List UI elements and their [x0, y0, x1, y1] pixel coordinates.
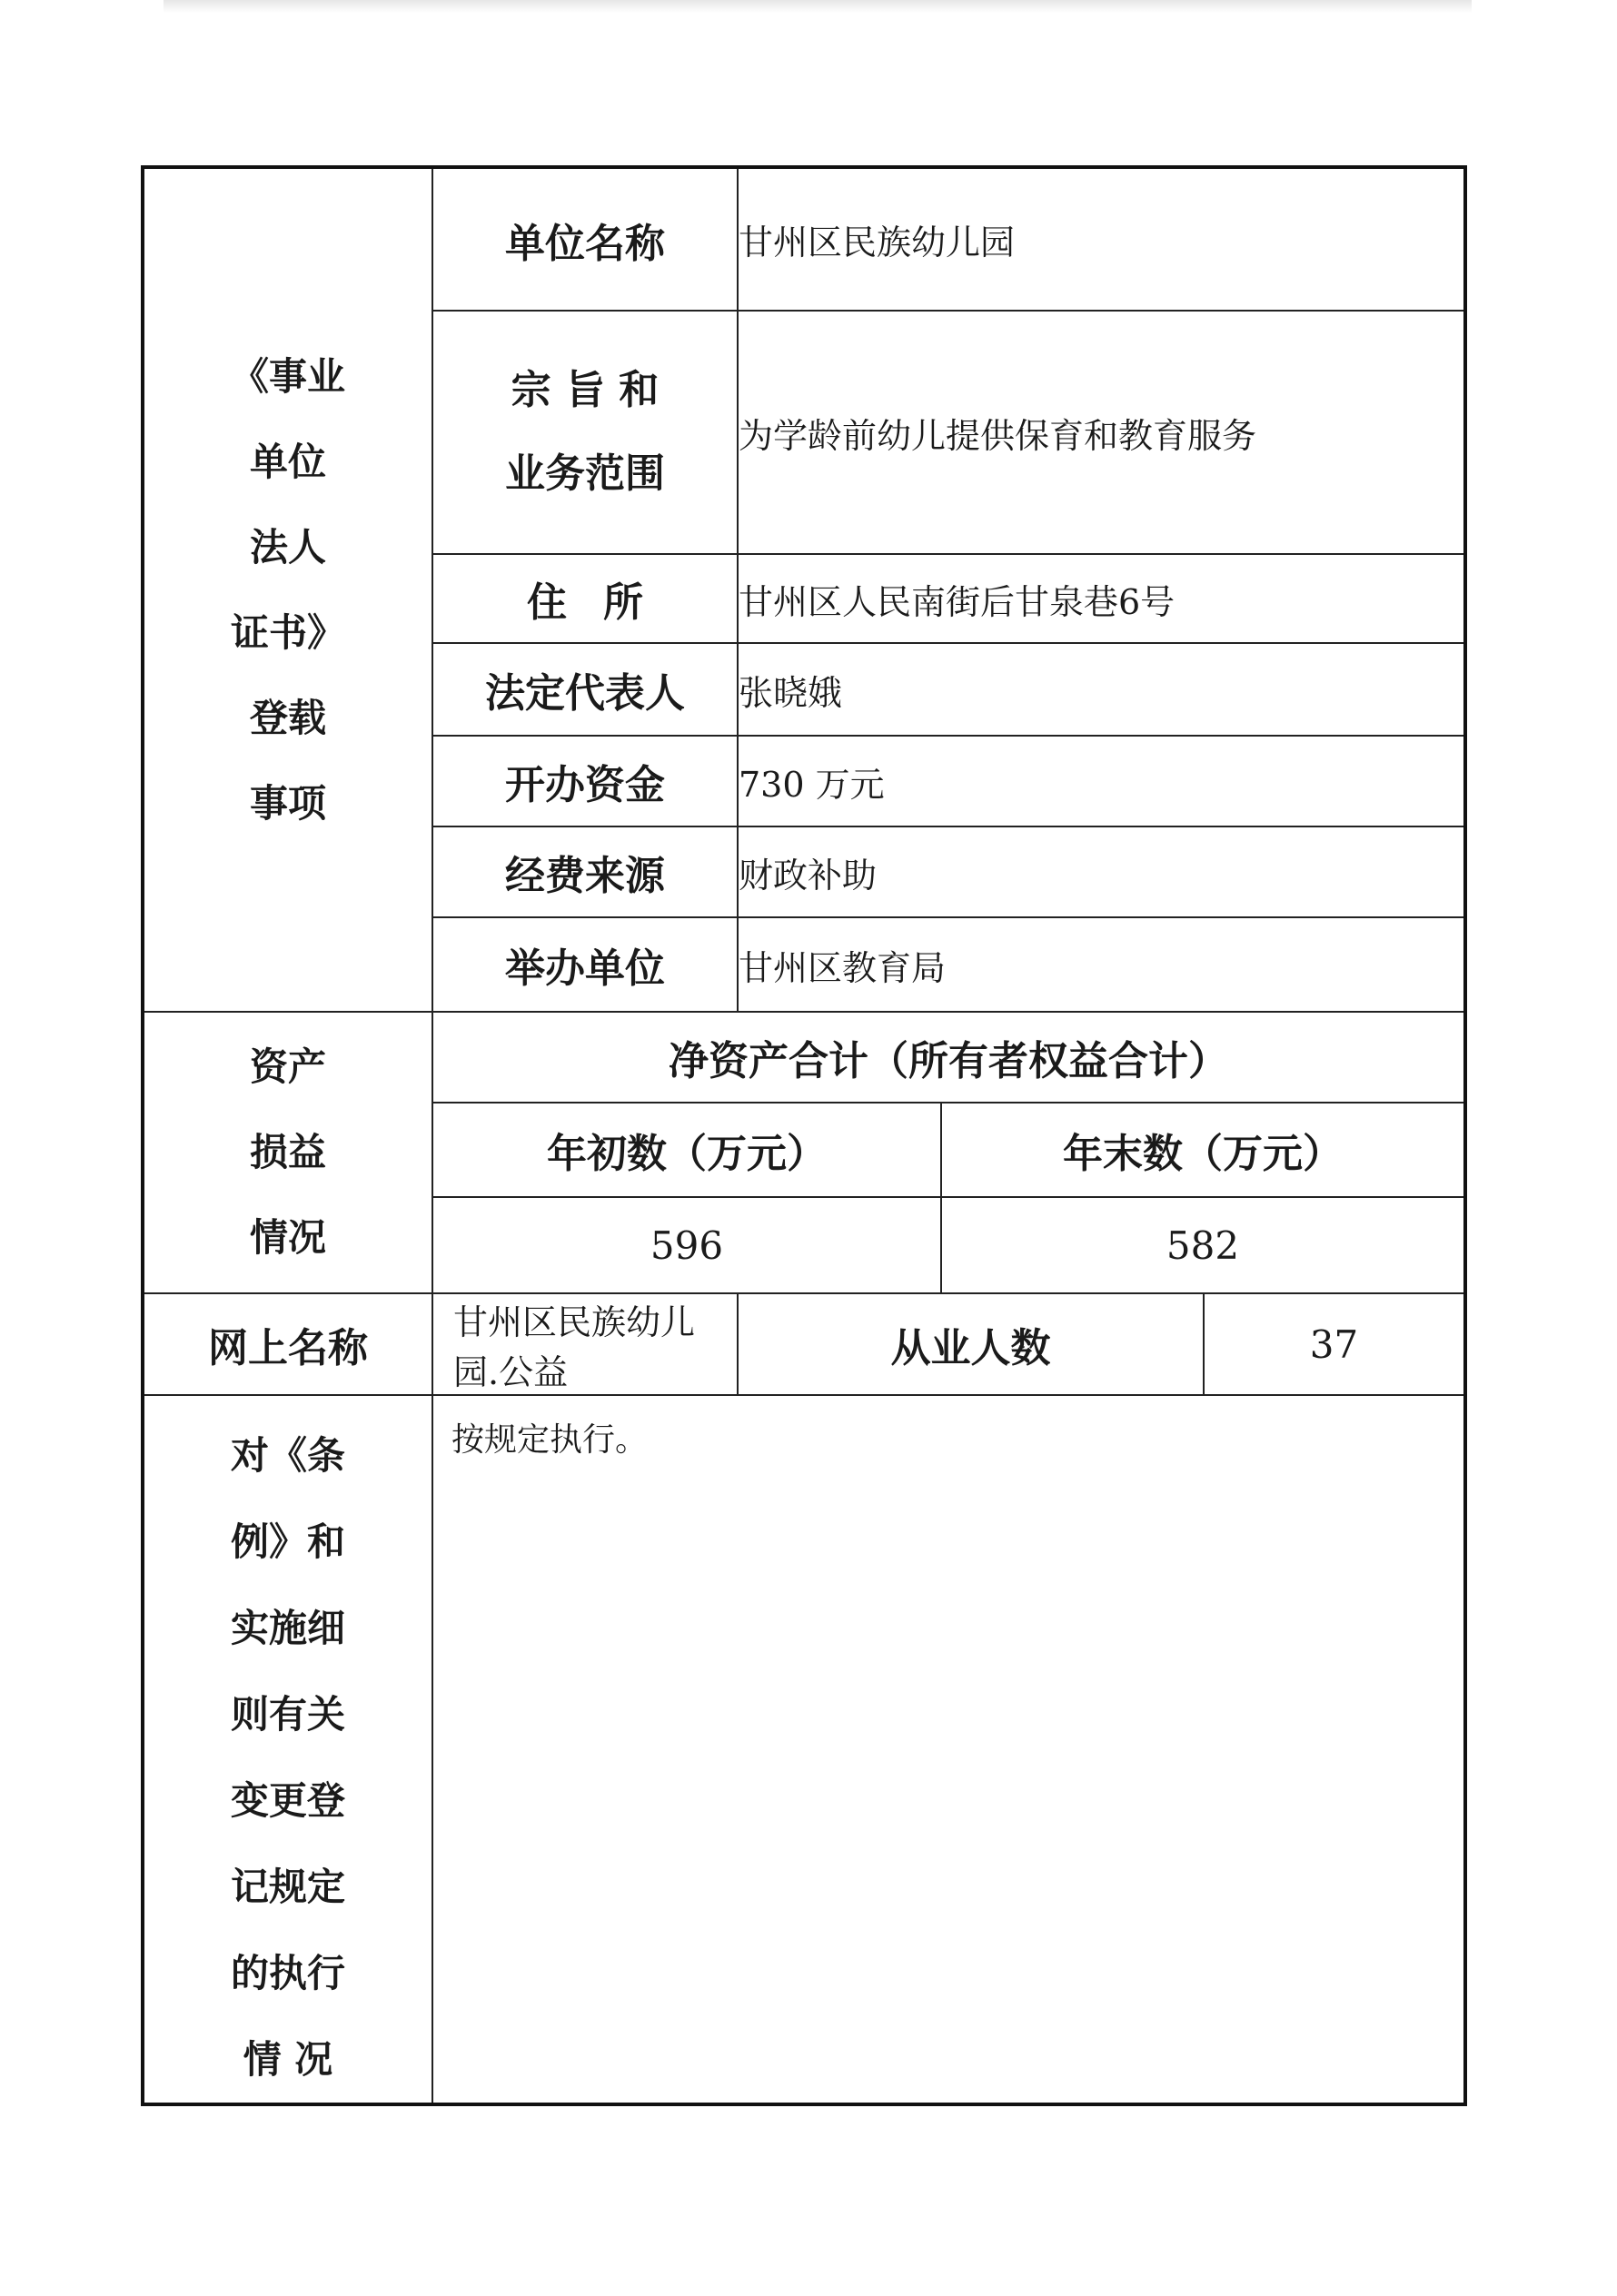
section-label-line: 事项: [249, 780, 326, 826]
legal-rep-label: 法定代表人: [432, 643, 738, 736]
sponsor-label: 举办单位: [432, 917, 738, 1012]
legal-rep-value: 张晓娥: [738, 643, 1465, 736]
assets-section-label: [143, 1012, 432, 1293]
section-label-line: 登载: [249, 695, 326, 740]
staff-count-label: 从业人数: [738, 1293, 1204, 1395]
compliance-label-line: 则有关: [230, 1692, 345, 1737]
row-compliance: [143, 1395, 1465, 2104]
sponsor-value: 甘州区教育局: [738, 917, 1465, 1012]
funding-value: 财政补助: [738, 826, 1465, 917]
compliance-section-label: [143, 1395, 432, 2104]
assets-label-line: 情况: [249, 1215, 326, 1260]
compliance-label-line: 的执行: [230, 1951, 345, 1995]
row-online-name: [143, 1293, 1465, 1395]
compliance-label-line: 对《条: [230, 1433, 345, 1478]
compliance-value: 按规定执行。: [432, 1395, 1465, 2104]
scan-edge-shadow: [164, 0, 1472, 13]
begin-of-year-value: 596: [432, 1197, 941, 1293]
online-name-label: 网上名称: [143, 1293, 432, 1395]
end-of-year-label: 年末数（万元）: [941, 1103, 1465, 1197]
capital-value: 730 万元: [738, 736, 1465, 826]
begin-of-year-label: 年初数（万元）: [432, 1103, 941, 1197]
row-assets-header: [143, 1012, 1465, 1103]
assets-label-line: 资产: [249, 1044, 326, 1089]
row-unit-name: [143, 167, 1465, 311]
capital-label: 开办资金: [432, 736, 738, 826]
online-name-value: 甘州区民族幼儿园.公益: [432, 1293, 738, 1395]
section-label-line: 《事业: [230, 353, 345, 399]
net-assets-header: 净资产合计（所有者权益合计）: [432, 1012, 1465, 1103]
staff-count-value: 37: [1204, 1293, 1465, 1395]
purpose-value: 为学龄前幼儿提供保育和教育服务: [738, 311, 1465, 554]
compliance-label-line: 情 况: [243, 2037, 333, 2082]
funding-label: 经费来源: [432, 826, 738, 917]
assets-label-line: 损益: [249, 1130, 326, 1174]
purpose-label-line: 业务范围: [505, 450, 665, 497]
unit-name-value: 甘州区民族幼儿园: [738, 167, 1465, 311]
registration-section-label: [143, 167, 432, 1012]
purpose-label-line: 宗 旨 和: [511, 367, 660, 413]
compliance-label-line: 实施细: [230, 1606, 345, 1650]
compliance-label-line: 变更登: [230, 1778, 345, 1823]
purpose-label: [432, 311, 738, 554]
section-label-line: 法人: [249, 524, 326, 569]
unit-name-label: 单位名称: [432, 167, 738, 311]
address-value: 甘州区人民南街后甘泉巷6号: [738, 554, 1465, 643]
registration-form-table: [141, 165, 1467, 2106]
section-label-line: 单位: [249, 439, 326, 484]
end-of-year-value: 582: [941, 1197, 1465, 1293]
compliance-label-line: 记规定: [230, 1865, 345, 1909]
compliance-label-line: 例》和: [230, 1519, 345, 1564]
address-label: 住所: [432, 554, 738, 643]
section-label-line: 证书》: [230, 609, 345, 655]
